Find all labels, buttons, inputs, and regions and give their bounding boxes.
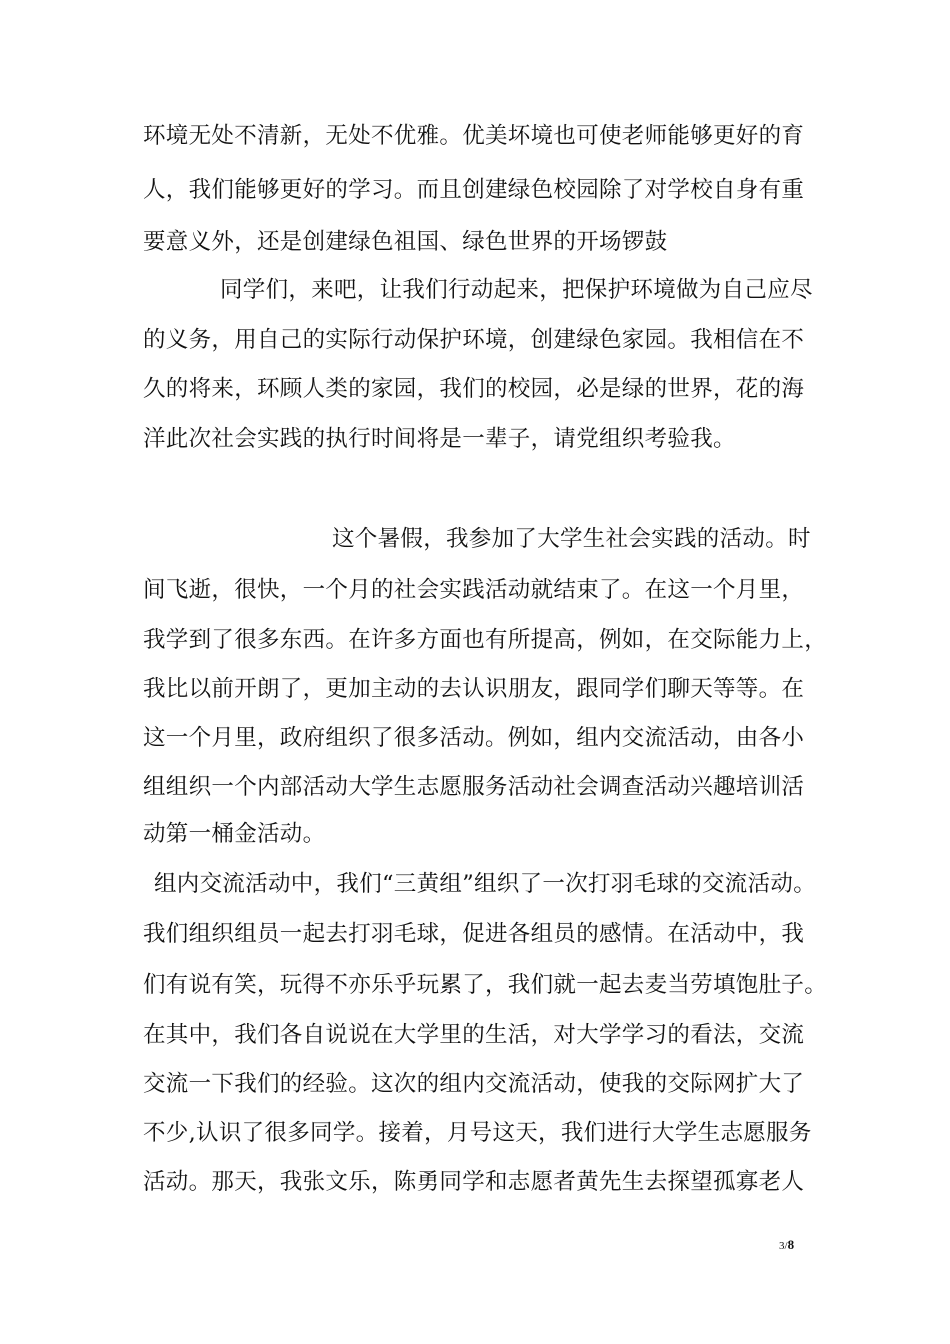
text-line: 动第一桶金活动。 [143, 821, 326, 847]
text-line: 人，我们能够更好的学习。而且创建绿色校园除了对学校自身有重 [143, 177, 805, 203]
page-number [779, 1238, 794, 1253]
text-line: 要意义外，还是创建绿色祖国、绿色世界的开场锣鼓 [143, 229, 668, 255]
text-line: 组内交流活动中，我们“三黄组”组织了一次打羽毛球的交流活动。 [154, 871, 817, 897]
text-line: 不少,认识了很多同学。接着，月号这天，我们进行大学生志愿服务 [143, 1120, 812, 1146]
text-line: 在其中，我们各自说说在大学里的生活，对大学学习的看法，交流 [143, 1022, 805, 1048]
text-line: 我学到了很多东西。在许多方面也有所提高，例如，在交际能力上， [143, 627, 828, 653]
text-line: 这一个月里，政府组织了很多活动。例如，组内交流活动，由各小 [143, 725, 805, 751]
text-line: 环境无处不清新，无处不优雅。优美坏境也可使老师能够更好的育 [143, 123, 805, 149]
page-number-total: 8 [787, 1237, 795, 1252]
text-line: 久的将来，环顾人类的家园，我们的校园，必是绿的世界，花的海 [143, 376, 805, 402]
text-line: 活动。那天，我张文乐，陈勇同学和志愿者黄先生去探望孤寡老人 [143, 1169, 805, 1195]
page-number-current: 3/ [779, 1240, 788, 1252]
text-line: 们有说有笑，玩得不亦乐乎玩累了，我们就一起去麦当劳填饱肚子。 [143, 972, 828, 998]
text-line: 同学们，来吧，让我们行动起来，把保护环境做为自己应尽 [220, 277, 813, 303]
text-line: 交流一下我们的经验。这次的组内交流活动，使我的交际网扩大了 [143, 1071, 805, 1097]
text-line: 间飞逝，很快，一个月的社会实践活动就结束了。在这一个月里， [143, 577, 805, 603]
text-line: 我们组织组员一起去打羽毛球，促进各组员的感情。在活动中，我 [143, 921, 805, 947]
text-line: 的义务，用自己的实际行动保护环境，创建绿色家园。我相信在不 [143, 327, 805, 353]
text-line: 这个暑假，我参加了大学生社会实践的活动。时 [332, 526, 811, 552]
text-line: 我比以前开朗了，更加主动的去认识朋友，跟同学们聊天等等。在 [143, 676, 805, 702]
text-line: 组组织一个内部活动大学生志愿服务活动社会调查活动兴趣培训活 [143, 774, 805, 800]
text-line: 洋此次社会实践的执行时间将是一辈子，请党组织考验我。 [143, 426, 736, 452]
